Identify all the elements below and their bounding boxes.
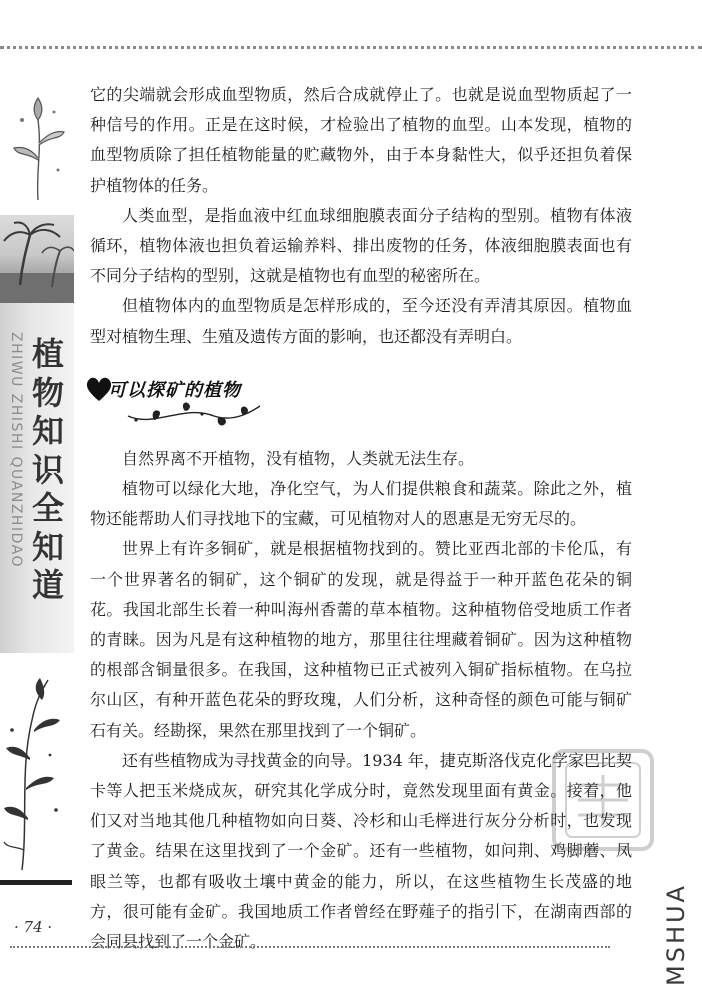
palm-tree-photo [0,215,74,303]
paragraph: 自然界离不开植物，没有植物，人类就无法生存。 [122,448,475,468]
page-number: · 74 · [14,918,53,936]
title-char: 道 [31,566,64,604]
section-heading-text: 可以探矿的植物 [108,379,241,401]
plant-sketch-icon [8,90,68,210]
title-char: 识 [31,450,64,489]
library-stamp-icon [548,745,658,855]
paragraph: 人类血型，是指血液中红血球细胞膜表面分子结构的型别。植物有体液循环，植物体液也担负着运输养料、排出废物的任务，体液细胞膜表面也有不同分子结构的型别，这就是植物也有血型的秘密所在。 [90,205,632,286]
paragraph: 还有些植物成为寻找黄金的向导。1934 年，捷克斯洛伐克化学家巴比契卡等人把玉米烧成灰，研究其化学成分时，竟然发现里面有黄金。接着，他们又对当地其他几种植物如向日葵、冷杉和山毛榉进行灰分分析时，也发现了黄金。结果在这里找到了一个金矿。还有一些植物，如问荆、鸡脚蘑、凤眼兰等，也都有吸收土壤中黄金的能力，所以，在这些植物生长茂盛的地方，很可能有金矿。我国地质工作者曾经在野薤子的指引下，在湖南西部的会同县找到了一个金矿。 [90,750,632,952]
leaf-sprig-icon [2,670,68,890]
title-char: 知 [31,527,64,566]
title-char: 知 [31,412,64,450]
top-dotted-border [0,46,702,49]
title-char: 全 [31,489,64,527]
sidebar [0,50,76,950]
title-char: 物 [31,373,64,412]
sidebar-vertical-title [28,335,68,605]
section-heading [84,362,632,440]
paragraph: 它的尖端就会形成血型物质，然后合成就停止了。也就是说血型物质起了一种信号的作用。正是在这时候，才检验出了植物的血型。山本发现，植物的血型物质除了担任植物能量的贮藏物外，由于本身黏性大，似乎还担负着保护植物体的任务。 [90,85,632,195]
title-char: 植 [31,335,64,373]
paragraph: 但植物体内的血型物质是怎样形成的，至今还没有弄清其原因。植物血型对植物生理、生殖及遗传方面的影响，也还都没有弄明白。 [90,296,632,346]
bottom-dotted-border [10,946,610,948]
sidebar-rule [0,880,72,885]
vine-icon [124,400,264,430]
paragraph: 植物可以绿化大地，净化空气，为人们提供粮食和蔬菜。除此之外，植物还能帮助人们寻找地下的宝藏，可见植物对人的恩惠是无穷无尽的。 [90,479,632,529]
watermark: MSHUA [662,883,690,987]
paragraph: 世界上有许多铜矿，就是根据植物找到的。赞比亚西北部的卡伦瓜，有一个世界著名的铜矿，这个铜矿的发现，就是得益于一种开蓝色花朵的铜花。我国北部生长着一种叫海州香薷的草本植物。这种植物倍受地质工作者的青睐。因为凡是有这种植物的地方，那里往往埋藏着铜矿。因为这种植物的根部含铜量很多。在我国，这种植物已正式被列入铜矿指标植物。在乌拉尔山区，有种开蓝色花朵的野玫瑰，人们分析，这种奇怪的颜色可能与铜矿石有关。经勘探，果然在那里找到了一个铜矿。 [90,539,632,740]
sidebar-pinyin: ZHIWU ZHISHI QUANZHIDAO [8,332,24,568]
